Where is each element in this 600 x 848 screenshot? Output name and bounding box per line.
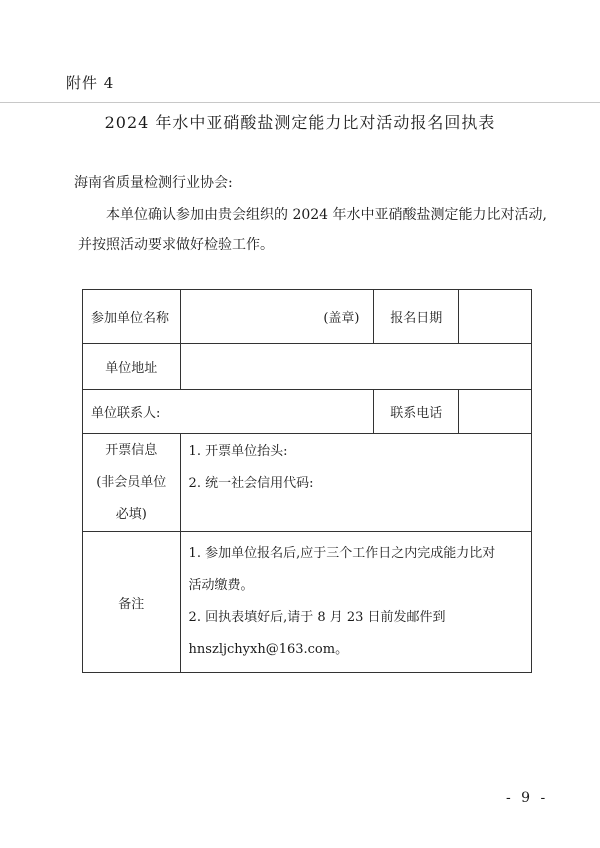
invoice-label-line-2: (非会员单位 xyxy=(96,474,167,490)
contact-phone-label: 联系电话 xyxy=(374,390,459,434)
notes-line-2: 活动缴费。 xyxy=(188,578,254,593)
page-title: 2024 年水中亚硝酸盐测定能力比对活动报名回执表 xyxy=(104,113,496,132)
header-divider xyxy=(0,102,600,103)
unit-address-label: 单位地址 xyxy=(83,344,181,390)
signup-date-field[interactable] xyxy=(459,290,532,344)
notes-line-1: 1. 参加单位报名后,应于三个工作日之内完成能力比对 xyxy=(188,546,496,561)
unit-name-field[interactable] xyxy=(180,290,374,344)
table-row xyxy=(83,434,532,532)
page-number: - 9 - xyxy=(506,790,549,806)
unit-address-field[interactable] xyxy=(180,344,531,390)
unit-name-label: 参加单位名称 xyxy=(83,290,181,344)
registration-form-table xyxy=(82,289,532,673)
notes-line-3: 2. 回执表填好后,请于 8 月 23 日前发邮件到 xyxy=(188,610,446,625)
credit-code-item: 2. 统一社会信用代码: xyxy=(188,476,314,491)
table-row xyxy=(83,532,532,673)
notes-label: 备注 xyxy=(83,532,181,673)
contact-person-field[interactable] xyxy=(83,390,374,434)
paragraph-line-1: 本单位确认参加由贵会组织的 2024 年水中亚硝酸盐测定能力比对活动, xyxy=(106,207,547,223)
notes-line-4: hnszljchyxh@163.com。 xyxy=(188,642,349,657)
table-row xyxy=(83,390,532,434)
invoice-info-label xyxy=(83,434,181,532)
salutation: 海南省质量检测行业协会: xyxy=(74,175,233,191)
invoice-label-line-3: 必填) xyxy=(115,506,147,522)
table-row xyxy=(83,290,532,344)
paragraph-line-2: 并按照活动要求做好检验工作。 xyxy=(78,237,274,253)
attachment-label: 附件 4 xyxy=(66,74,115,92)
invoice-info-field[interactable] xyxy=(180,434,531,532)
table-row xyxy=(83,344,532,390)
contact-phone-field[interactable] xyxy=(459,390,532,434)
invoice-title-item: 1. 开票单位抬头: xyxy=(188,444,288,459)
invoice-label-line-1: 开票信息 xyxy=(105,442,158,458)
confirmation-paragraph xyxy=(78,200,548,260)
notes-content xyxy=(180,532,531,673)
contact-person-label: 单位联系人: xyxy=(91,406,161,421)
signup-date-label: 报名日期 xyxy=(374,290,459,344)
seal-label: (盖章) xyxy=(323,311,360,326)
